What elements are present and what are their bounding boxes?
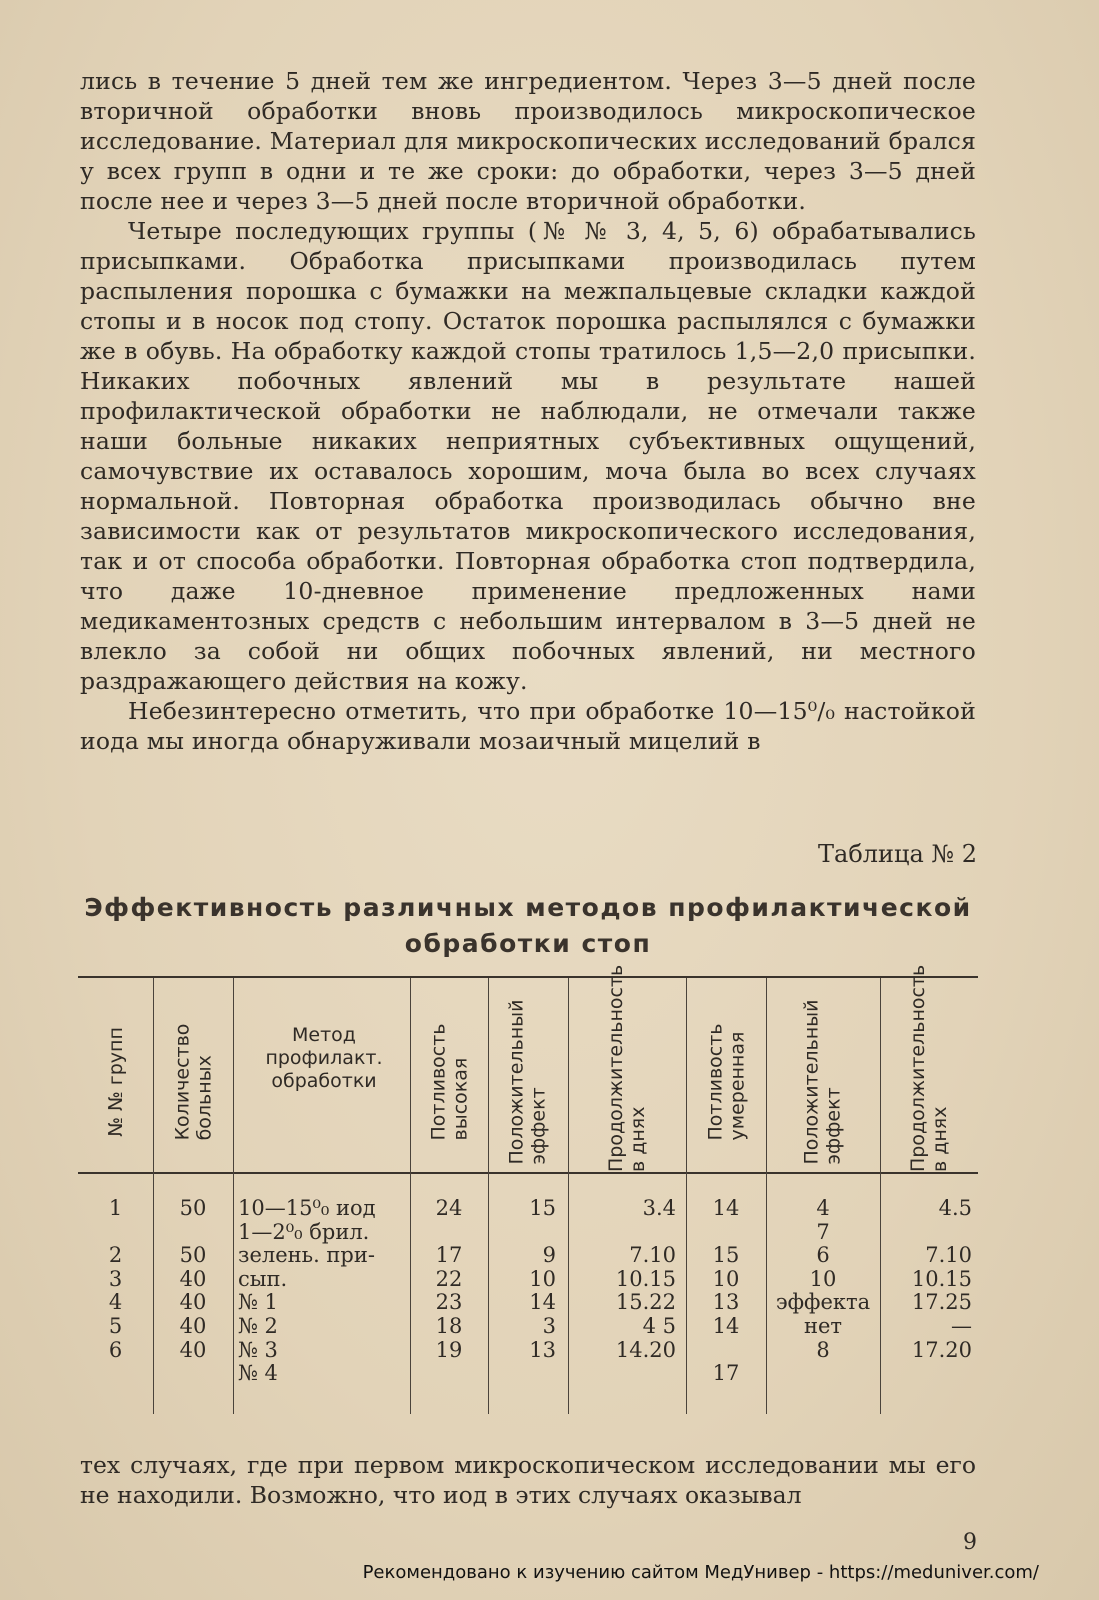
cell-method: № 2 <box>238 1314 278 1338</box>
table-title: Эффективность различных методов профилактической обработки стоп <box>84 893 972 958</box>
cell-duration-1: 10.15 <box>615 1266 676 1291</box>
cell-sweat-moderate: 15 <box>712 1243 740 1268</box>
table-number: Таблица № 2 <box>818 840 977 868</box>
cell-sweat-moderate: 13 <box>712 1290 740 1315</box>
cell-effect-2: 4 <box>816 1196 830 1220</box>
cell-method: № 1 <box>238 1290 278 1315</box>
cell-duration-2: 17.25 <box>911 1290 972 1315</box>
cell-method: № 3 <box>238 1337 278 1362</box>
header-group: № № групп <box>104 1027 127 1137</box>
cell-effect-1: 10 <box>529 1266 556 1291</box>
body-text <box>80 66 976 756</box>
cell-duration-2: 7.10 <box>925 1243 972 1268</box>
cell-effect-2: эффекта <box>775 1290 871 1315</box>
cell-sweat-moderate: 10 <box>712 1266 740 1291</box>
cell-sweat-high: 19 <box>435 1337 463 1362</box>
cell-group: 1 <box>108 1196 123 1220</box>
cell-method: № 4 <box>238 1361 278 1386</box>
cell-effect-2: 7 <box>816 1219 830 1244</box>
header-duration-2: Продолжительность в днях <box>907 964 951 1172</box>
cell-effect-1: 9 <box>542 1243 556 1268</box>
cell-group: 2 <box>108 1243 123 1268</box>
header-effect-2: Положительный эффект <box>801 999 845 1165</box>
header-method: Метод профилакт. обработки <box>265 1024 383 1092</box>
cell-sweat-moderate: 17 <box>712 1361 740 1386</box>
paragraph-3: Небезинтересно отметить, что при обработке 10—15⁰/₀ настойкой иода мы иногда обнаруживали мозаичный мицелий в <box>80 697 976 755</box>
cell-sweat-high: 23 <box>435 1290 463 1315</box>
header-count: Количество больных <box>171 1023 216 1141</box>
table-top-rule <box>78 976 978 978</box>
cell-duration-1: 15.22 <box>615 1290 676 1315</box>
header-sweat-moderate: Потливость умеренная <box>704 1023 749 1141</box>
cell-method: 1—2⁰₀ брил. <box>238 1219 370 1244</box>
cell-sweat-moderate: 14 <box>712 1196 740 1220</box>
cell-group: 3 <box>108 1266 123 1291</box>
cell-effect-2: нет <box>803 1314 843 1338</box>
cell-duration-2: 4.5 <box>938 1196 972 1220</box>
cell-sweat-high: 22 <box>435 1266 463 1291</box>
cell-effect-2: 8 <box>816 1337 830 1362</box>
cell-sweat-high: 17 <box>435 1243 463 1268</box>
paragraph-1: лись в течение 5 дней тем же ингредиентом. Через 3—5 дней после вторичной обработки вновь производилось микроскопическое исследование. Материал для микроскопических исследований брался у всех групп в одни и те же сроки: до обработки, через 3—5 дней после нее и через 3—5 дней после вторичной обработки. <box>80 67 976 215</box>
cell-sweat-moderate: 14 <box>712 1314 740 1338</box>
column-divider <box>233 978 234 1414</box>
cell-duration-2: 10.15 <box>911 1266 972 1291</box>
cell-method: сып. <box>238 1266 288 1291</box>
cell-effect-1: 14 <box>529 1290 556 1315</box>
paragraph-4: тех случаях, где при первом микроскопическом исследовании мы его не находили. Возможно, что иод в этих случаях оказывал <box>80 1451 976 1509</box>
paragraph-2: Четыре последующих группы (№ № 3, 4, 5, 6) обрабатывались присыпками. Обработка присыпками производилась путем распыления порошка с бумажки на межпальцевые складки каждой стопы и в носок под стопу. Остаток порошка распылялся с бумажки же в обувь. На обработку каждой стопы тратилось 1,5—2,0 присыпки. Никаких побочных явлений мы в результате нашей профилактической обработки не наблюдали, не отмечали также наши больные никаких неприятных субъективных ощущений, самочувствие их оставалось хорошим, моча была во всех случаях нормальной. Повторная обработка производилась обычно вне зависимости как от результатов микроскопического исследования, так и от способа обработки. Повторная обработка стоп подтвердила, что даже 10-дневное применение предложенных нами медикаментозных средств с небольшим интервалом в 3—5 дней не влекло за собой ни общих побочных явлений, ни местного раздражающего действия на кожу. <box>80 217 976 695</box>
cell-count: 50 <box>179 1196 207 1220</box>
bottom-text <box>80 1450 976 1510</box>
header-sweat-high: Потливость высокая <box>427 1023 472 1141</box>
header-effect-1: Положительный эффект <box>506 999 550 1165</box>
cell-count: 40 <box>179 1266 207 1291</box>
cell-effect-1: 3 <box>542 1314 556 1338</box>
cell-effect-1: 15 <box>529 1196 556 1220</box>
cell-duration-1: 4 5 <box>642 1314 676 1338</box>
data-table <box>78 964 978 1414</box>
cell-group: 5 <box>108 1314 123 1338</box>
cell-duration-1: 14.20 <box>615 1337 676 1362</box>
cell-effect-2: 6 <box>816 1243 830 1268</box>
cell-effect-1: 13 <box>529 1337 556 1362</box>
cell-method: 10—15⁰₀ иод <box>238 1196 376 1220</box>
cell-duration-2: 17.20 <box>911 1337 972 1362</box>
cell-method: зелень. при- <box>238 1243 375 1268</box>
cell-sweat-high: 18 <box>435 1314 463 1338</box>
cell-count: 40 <box>179 1337 207 1362</box>
cell-group: 4 <box>108 1290 123 1315</box>
cell-duration-2: — <box>951 1314 972 1338</box>
cell-sweat-high: 24 <box>435 1196 463 1220</box>
header-duration-1: Продолжительность в днях <box>605 964 649 1172</box>
cell-count: 50 <box>179 1243 207 1268</box>
cell-duration-1: 7.10 <box>629 1243 676 1268</box>
cell-group: 6 <box>108 1337 123 1362</box>
cell-duration-1: 3.4 <box>642 1196 676 1220</box>
footer-credit: Рекомендовано к изучению сайтом МедУнивер - https://meduniver.com/ <box>362 1562 1039 1583</box>
cell-effect-2: 10 <box>809 1266 837 1291</box>
cell-count: 40 <box>179 1314 207 1338</box>
page-number: 9 <box>963 1530 977 1555</box>
cell-count: 40 <box>179 1290 207 1315</box>
